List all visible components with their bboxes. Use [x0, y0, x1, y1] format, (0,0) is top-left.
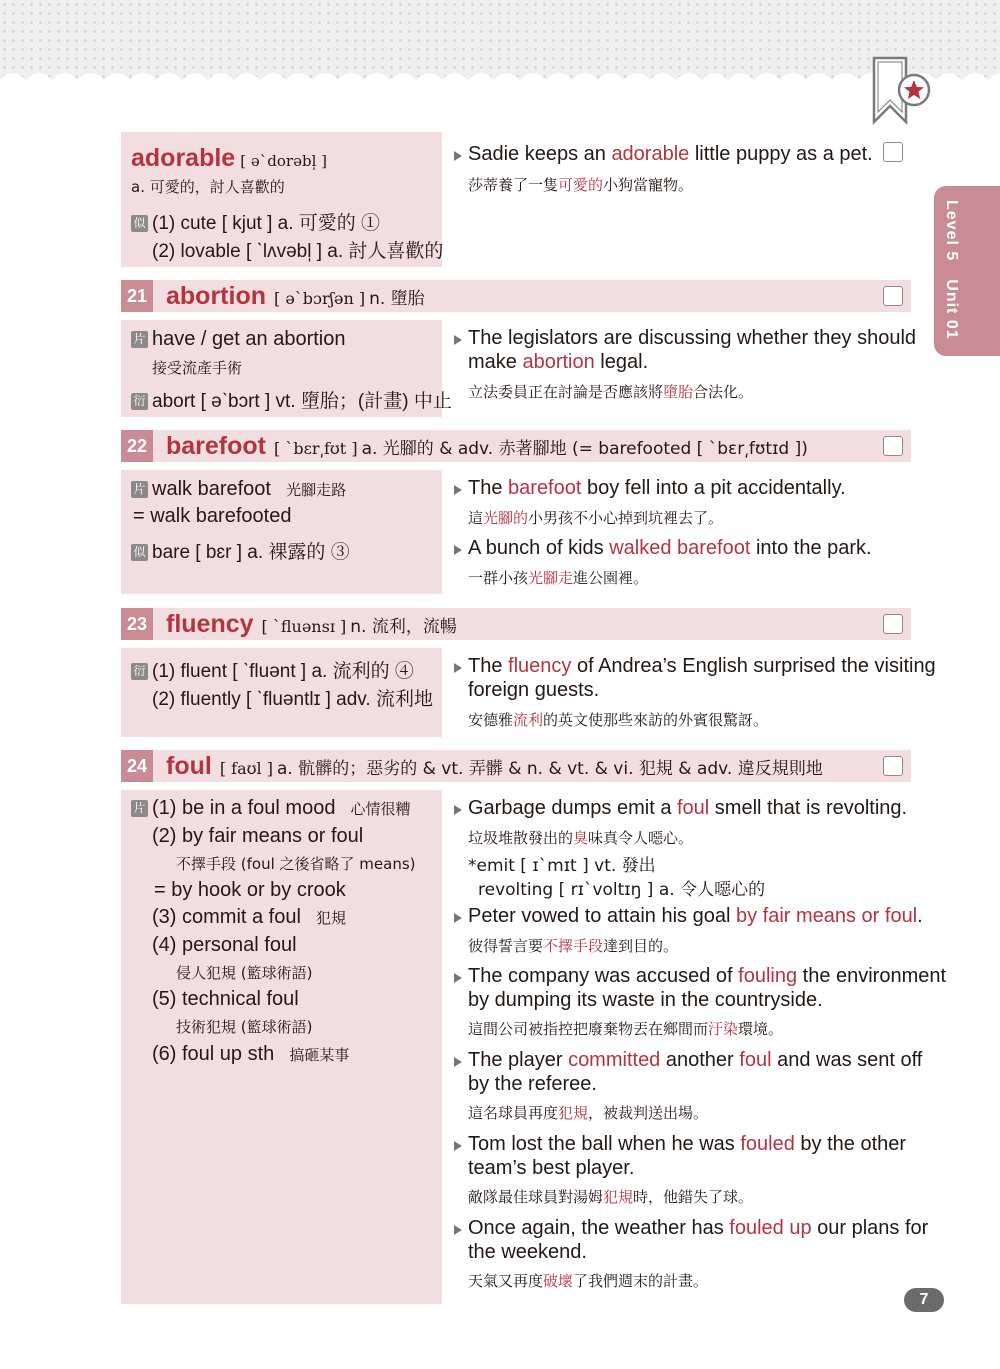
checkbox-entry-24[interactable]	[883, 756, 903, 776]
example-sentence-2	[468, 537, 872, 560]
example-text: by the other	[794, 1133, 907, 1155]
highlight-word: fouled	[740, 1133, 795, 1155]
pronunciation: [ faʊl ]	[219, 759, 273, 778]
translation-text: ，被裁判送出場。	[588, 1104, 709, 1122]
arrow-bullet-icon	[454, 151, 462, 161]
phrase-4: (4) personal foul	[152, 934, 297, 956]
headword: abortion	[166, 282, 266, 310]
pronunciation: [ ˋfluənsɪ ]	[261, 617, 347, 636]
highlight-translation: 汙染	[708, 1020, 739, 1038]
entry-23-header	[121, 608, 911, 640]
phrase-translation: 接受流產手術	[152, 359, 243, 377]
entry-24-panel	[121, 790, 442, 1304]
phrase-translation: 光腳走路	[286, 481, 347, 499]
translation-text: 時，他錯失了球。	[633, 1188, 754, 1206]
arrow-bullet-icon	[454, 335, 462, 345]
phrase-5: (5) technical foul	[152, 988, 299, 1010]
phrase-3: (3) commit a foul	[152, 906, 301, 928]
phrase: have / get an abortion	[152, 328, 346, 350]
phrase: walk barefoot	[152, 478, 271, 500]
derivative-tag: 衍	[131, 663, 148, 680]
entry-number: 21	[121, 280, 153, 312]
side-tab-level-unit[interactable]	[934, 186, 1000, 356]
highlight-translation: 光腳的	[483, 509, 529, 527]
example-translation-6	[468, 1270, 708, 1291]
example-text: the environment	[797, 965, 947, 987]
scallop-edge	[0, 70, 1000, 94]
translation-text: 這間公司被指控把廢棄物丟在鄉間而	[468, 1020, 709, 1038]
note-text: revolting [ rɪˋvoltɪŋ ] a. 令人噁心的	[478, 880, 766, 900]
pronunciation: [ əˋdorəbl̩ ]	[240, 152, 327, 170]
derivative-2: (2) fluently [ ˋfluəntlɪ ] adv. 流利地	[152, 689, 433, 710]
translation-text: 一群小孩	[468, 569, 529, 587]
highlight-word: by fair means or foul	[735, 905, 918, 927]
headword: adorable	[131, 144, 236, 172]
phrase-alternative: = walk barefooted	[133, 505, 292, 527]
phrase-5-translation: 技術犯規 (籃球術語)	[176, 1018, 313, 1036]
arrow-bullet-icon	[454, 485, 462, 495]
highlight-word: committed	[568, 1049, 661, 1071]
definition: a. 骯髒的；惡劣的 & vt. 弄髒 & n. & vt. & vi. 犯規 & adv. 違反規則地	[276, 759, 823, 779]
example-sentence-6-line-1	[468, 1217, 928, 1240]
checkbox-entry-22[interactable]	[883, 436, 903, 456]
example-sentence-3-line-1	[468, 965, 946, 988]
arrow-bullet-icon	[454, 913, 462, 923]
definition: n. 流利，流暢	[350, 617, 457, 637]
translation-text: 垃圾堆散發出的	[468, 829, 574, 847]
arrow-bullet-icon	[454, 1057, 462, 1067]
example-sentence-4-line-2: by the referee.	[468, 1073, 597, 1095]
example-line-2: foreign guests.	[468, 679, 600, 701]
example-text: smell that is revolting.	[709, 797, 908, 819]
phrase-2-alternative: = by hook or by crook	[154, 879, 346, 901]
checkbox-entry-21[interactable]	[883, 286, 903, 306]
phrase-1: (1) be in a foul mood	[152, 797, 336, 819]
pronunciation: [ əˋbɔrʃən ]	[274, 289, 366, 308]
entry-number: 24	[121, 750, 153, 782]
example-text: and was sent off	[771, 1049, 923, 1071]
example-translation-5	[468, 1186, 753, 1207]
phrase-tag: 片	[131, 331, 148, 348]
example-sentence-3-line-2: by dumping its waste in the countryside.	[468, 989, 823, 1011]
entry-21-panel	[121, 320, 452, 417]
entry-22-panel	[121, 470, 442, 594]
translation-text: 莎蒂養了一隻	[468, 176, 559, 194]
example-text: The	[468, 477, 509, 499]
entry-adorable-panel	[121, 132, 442, 267]
example-sentence-5-line-1	[468, 1133, 906, 1156]
highlight-translation: 流利	[513, 711, 544, 729]
page-number: 7	[904, 1288, 944, 1312]
level-label: Level 5	[943, 200, 960, 262]
highlight-word: fluency	[508, 655, 572, 677]
example-translation	[468, 381, 753, 402]
arrow-bullet-icon	[454, 805, 462, 815]
example-text: into the park.	[750, 537, 872, 559]
phrase-6: (6) foul up sth	[152, 1043, 275, 1065]
example-text: another	[660, 1049, 740, 1071]
translation-text: 小男孩不小心掉到坑裡去了。	[528, 509, 724, 527]
derivative: abort [ əˋbɔrt ] vt. 墮胎；(計畫) 中止	[152, 391, 452, 412]
example-text: .	[917, 905, 923, 927]
translation-text: 這	[468, 509, 484, 527]
vocab-note-2	[478, 875, 765, 900]
example-text: A bunch of kids	[468, 537, 610, 559]
entry-21-header	[121, 280, 911, 312]
unit-label: Unit 01	[943, 279, 960, 340]
translation-text: 這名球員再度	[468, 1104, 559, 1122]
bookmark-star-icon	[870, 56, 936, 128]
translation-text: 的英文使那些來訪的外賓很驚訝。	[543, 711, 769, 729]
highlight-word: fouling	[738, 965, 798, 987]
synonym-2: (2) lovable [ ˋlʌvəbl̩ ] a. 討人喜歡的	[152, 241, 444, 262]
translation-text: 彼得誓言要	[468, 937, 544, 955]
phrase-6-translation: 搞砸某事	[289, 1046, 350, 1064]
highlight-word: foul	[739, 1049, 772, 1071]
synonym-tag: 似	[131, 215, 148, 232]
example-text: boy fell into a pit accidentally.	[581, 477, 846, 499]
synonym-1: (1) cute [ kjut ] a. 可愛的 ①	[152, 213, 381, 234]
arrow-bullet-icon	[454, 545, 462, 555]
phrase-3-translation: 犯規	[316, 909, 347, 927]
example-line-2	[468, 351, 648, 374]
example-text: make	[468, 351, 523, 373]
highlight-translation: 光腳走	[528, 569, 574, 587]
example-translation-1	[468, 507, 723, 528]
highlight-word: foul	[677, 797, 710, 819]
translation-text: 達到目的。	[603, 937, 679, 955]
phrase-tag: 片	[131, 800, 148, 817]
arrow-bullet-icon	[454, 663, 462, 673]
example-translation-4	[468, 1102, 708, 1123]
arrow-bullet-icon	[454, 1225, 462, 1235]
translation-text: 合法化。	[693, 383, 754, 401]
highlight-translation: 犯規	[603, 1188, 634, 1206]
definition: n. 墮胎	[369, 289, 425, 309]
vocab-note-1	[468, 851, 656, 876]
translation-text: 立法委員正在討論是否應該將	[468, 383, 664, 401]
example-text: of Andrea’s English surprised the visiting	[571, 655, 936, 677]
example-line-1: The legislators are discussing whether they should	[468, 327, 917, 349]
highlight-translation: 不擇手段	[543, 937, 604, 955]
example-sentence-4-line-1	[468, 1049, 922, 1072]
derivative-tag: 衍	[131, 393, 148, 410]
highlight-translation: 犯規	[558, 1104, 589, 1122]
example-text: legal.	[594, 351, 649, 373]
entry-number: 22	[121, 430, 153, 462]
example-translation	[468, 709, 768, 730]
example-translation-2	[468, 567, 648, 588]
example-line-1	[468, 655, 936, 678]
example-translation-1	[468, 827, 693, 848]
entry-number: 23	[121, 608, 153, 640]
example-text: Sadie keeps an	[468, 143, 612, 165]
translation-text: 安德雅	[468, 711, 514, 729]
example-text: The	[468, 655, 509, 677]
phrase-2: (2) by fair means or foul	[152, 825, 364, 847]
highlight-word: abortion	[522, 351, 595, 373]
highlight-word: fouled up	[729, 1217, 812, 1239]
example-translation-3	[468, 1018, 783, 1039]
example-sentence-1	[468, 797, 907, 820]
translation-text: 天氣又再度	[468, 1272, 544, 1290]
example-text: Once again, the weather has	[468, 1217, 730, 1239]
highlight-word: barefoot	[508, 477, 582, 499]
translation-text: 敵隊最佳球員對湯姆	[468, 1188, 604, 1206]
example-text: Garbage dumps emit a	[468, 797, 677, 819]
checkbox-entry-23[interactable]	[883, 614, 903, 634]
example-text: Peter vowed to attain his goal	[468, 905, 736, 927]
example-text: little puppy as a pet.	[689, 143, 873, 165]
translation-text: 進公園裡。	[573, 569, 649, 587]
example-text: The player	[468, 1049, 569, 1071]
example-sentence	[468, 143, 873, 166]
phrase-2-translation: 不擇手段 (foul 之後省略了 means)	[176, 855, 416, 873]
entry-23-panel	[121, 648, 442, 737]
synonym: bare [ bɛr ] a. 裸露的 ③	[152, 542, 350, 563]
translation-text: 味真令人噁心。	[588, 829, 694, 847]
example-sentence-5-line-2: team’s best player.	[468, 1157, 635, 1179]
pronunciation: [ ˋbɛr͵fʊt ]	[274, 439, 358, 458]
highlight-translation: 臭	[573, 829, 589, 847]
example-text: The company was accused of	[468, 965, 739, 987]
checkbox-adorable[interactable]	[883, 142, 903, 162]
highlight-translation: 墮胎	[663, 383, 694, 401]
headword: barefoot	[166, 432, 266, 460]
example-text: our plans for	[811, 1217, 929, 1239]
phrase-4-translation: 侵人犯規 (籃球術語)	[176, 964, 313, 982]
example-sentence-6-line-2: the weekend.	[468, 1241, 587, 1263]
example-translation	[468, 174, 693, 195]
translation-text: 環境。	[738, 1020, 784, 1038]
highlight-word: adorable	[611, 143, 690, 165]
translation-text: 了我們週末的計畫。	[573, 1272, 709, 1290]
example-sentence-2	[468, 905, 923, 928]
highlight-word: walked barefoot	[609, 537, 751, 559]
example-sentence-1	[468, 477, 846, 500]
derivative-1: (1) fluent [ ˋfluənt ] a. 流利的 ④	[152, 661, 414, 682]
entry-22-header	[121, 430, 911, 462]
arrow-bullet-icon	[454, 1141, 462, 1151]
highlight-translation: 破壞	[543, 1272, 574, 1290]
phrase-tag: 片	[131, 481, 148, 498]
definition: a. 光腳的 & adv. 赤著腳地 (= barefooted [ ˋbɛr͵fʊtɪd ])	[361, 439, 808, 459]
headword: fluency	[166, 610, 254, 638]
note-text: *emit [ ɪˋmɪt ] vt. 發出	[468, 856, 656, 876]
phrase-1-translation: 心情很糟	[350, 800, 411, 818]
example-text: Tom lost the ball when he was	[468, 1133, 741, 1155]
synonym-tag: 似	[131, 544, 148, 561]
definition: a. 可愛的，討人喜歡的	[131, 178, 285, 196]
highlight-translation: 可愛的	[558, 176, 604, 194]
headword: foul	[166, 752, 212, 780]
entry-24-header	[121, 750, 911, 782]
arrow-bullet-icon	[454, 973, 462, 983]
example-translation-2	[468, 935, 678, 956]
translation-text: 小狗當寵物。	[603, 176, 694, 194]
